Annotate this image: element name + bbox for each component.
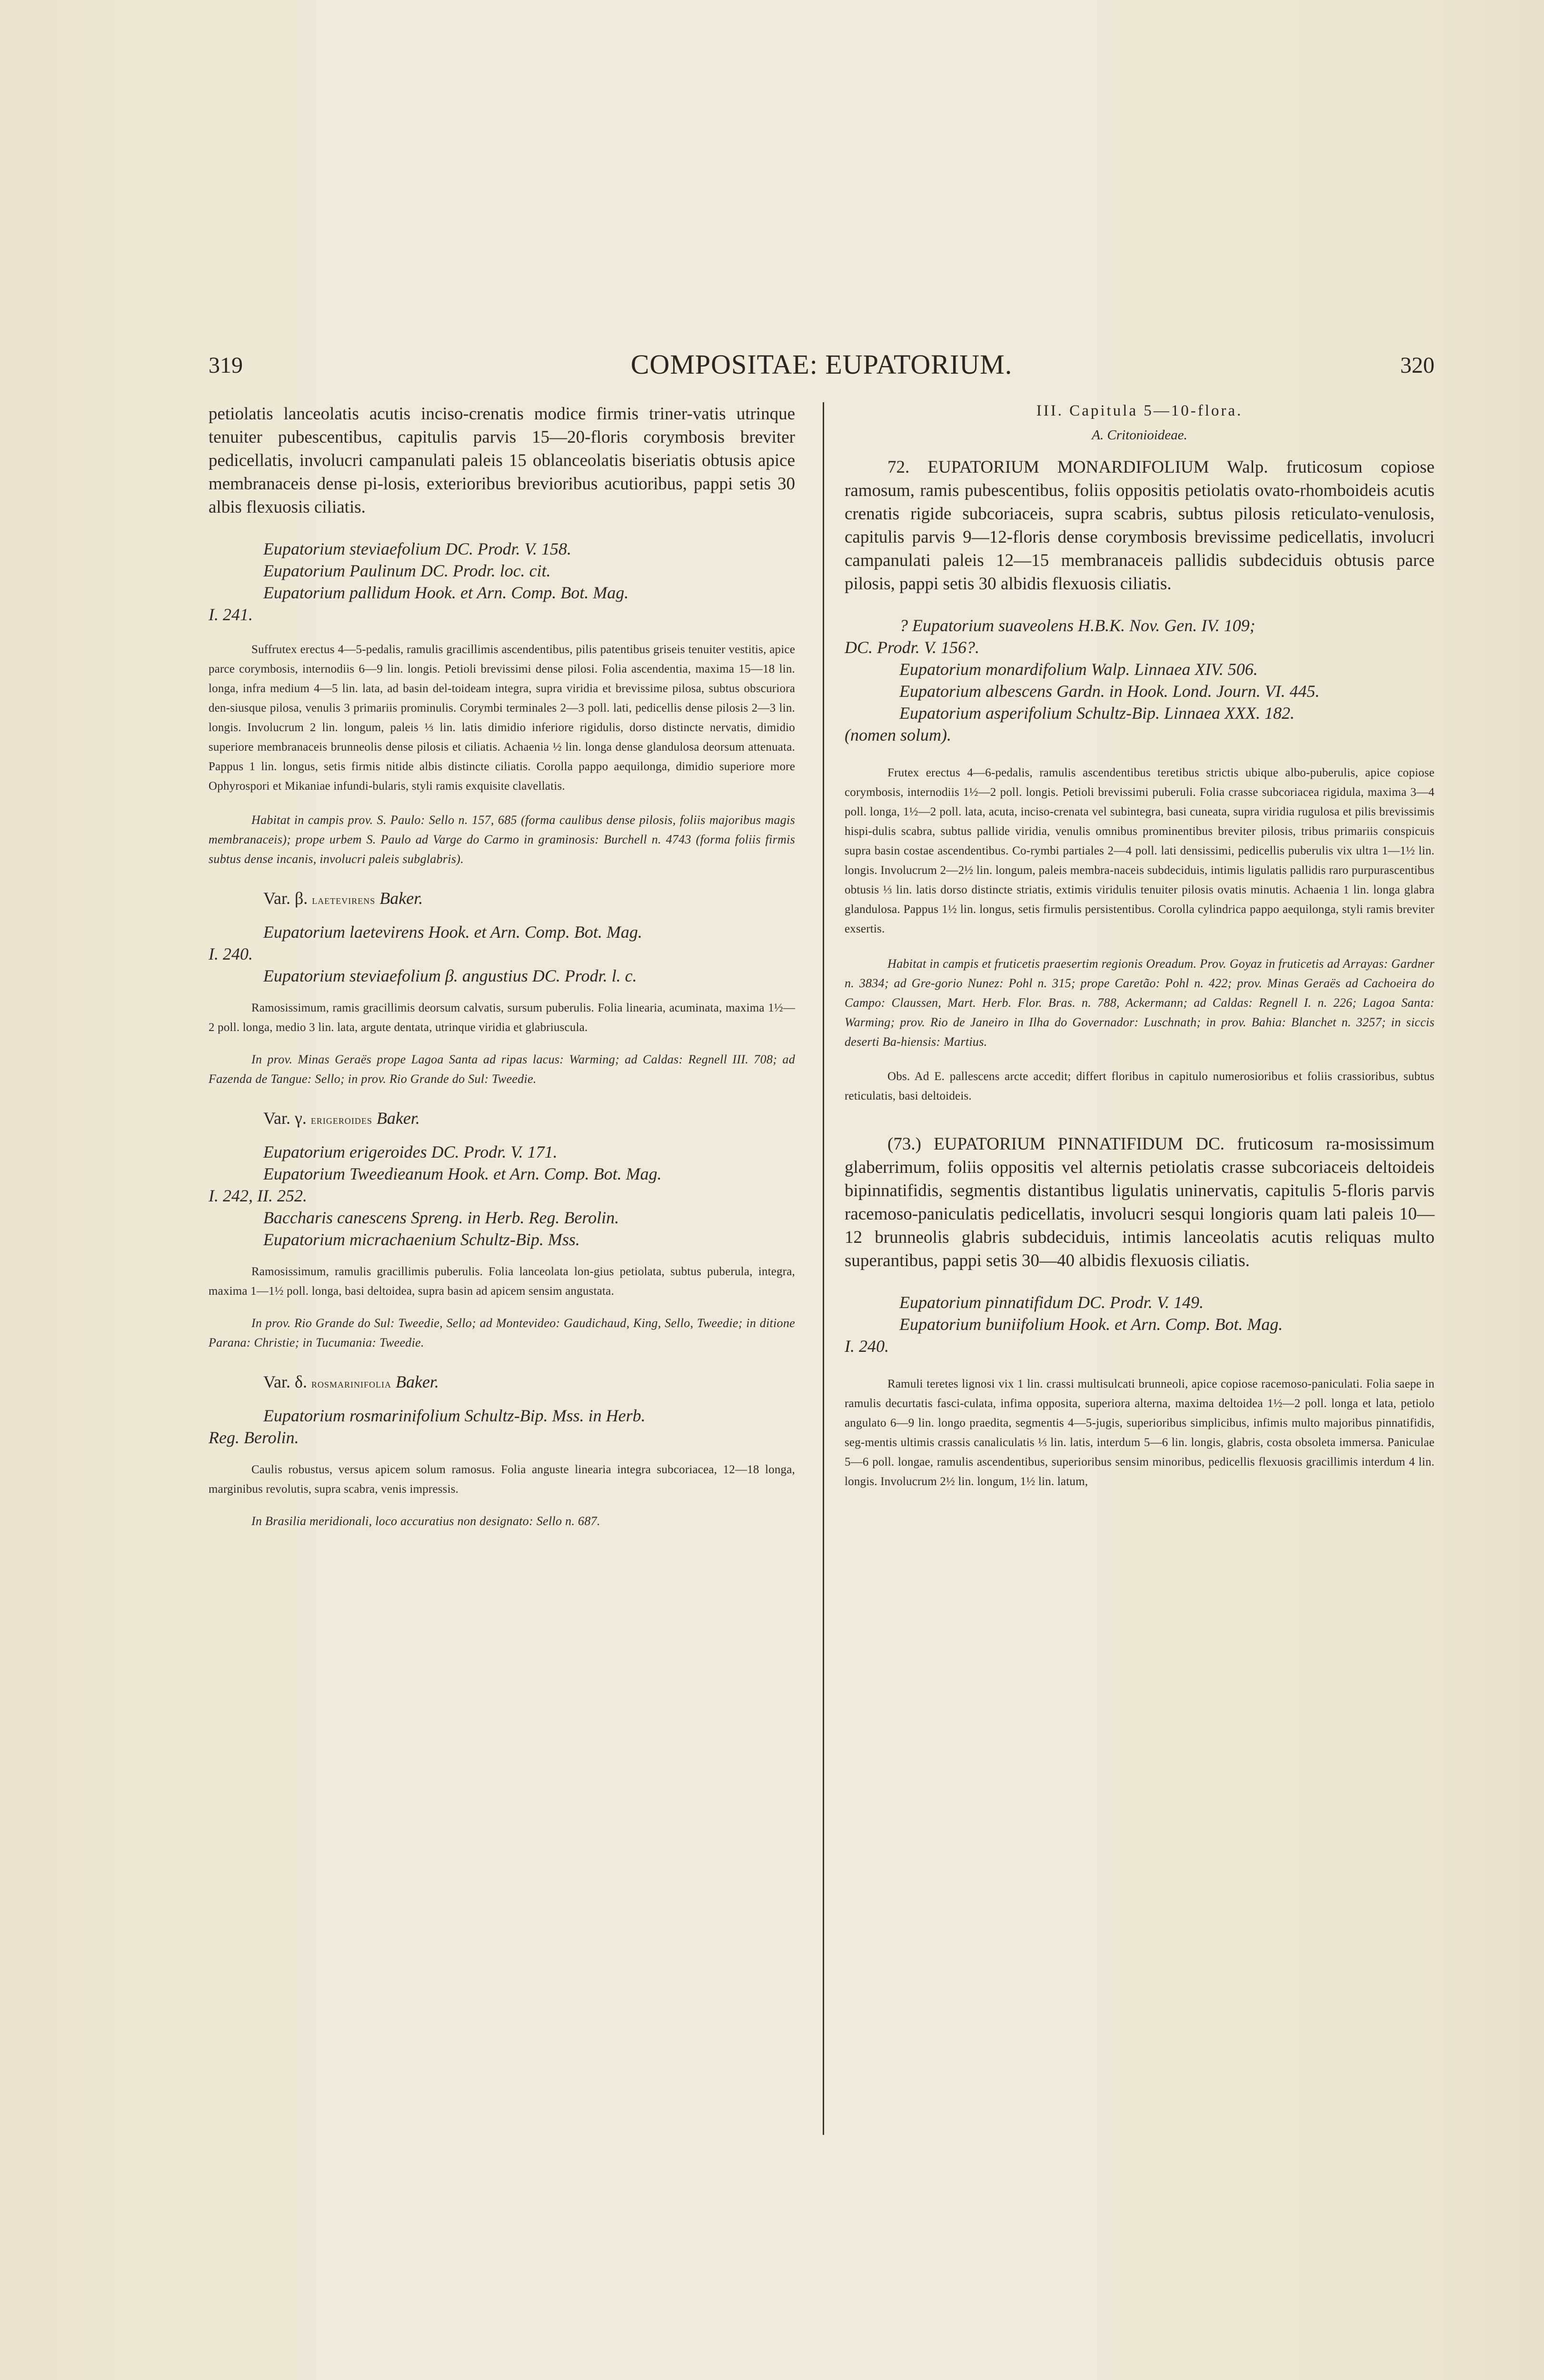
synonym: Baccharis canescens Spreng. in Herb. Reg. Berolin. (263, 1208, 619, 1227)
page-number-right: 320 (1400, 353, 1434, 378)
synonym: Eupatorium monardifolium Walp. Linnaea XIV. 506. (899, 660, 1258, 679)
page-number-left: 319 (209, 353, 243, 378)
synonym-continuation: Reg. Berolin. (209, 1428, 299, 1447)
description-4: Caulis robustus, versus apicem solum ramosus. Folia anguste linearia integra subcoriacea, 12—18 longa, marginibus revolutis, supra scabra, venis impressis. (209, 1463, 795, 1496)
synonyms-4 (209, 1405, 795, 1448)
description-1: Suffrutex erectus 4—5-pedalis, ramulis gracillimis ascendentibus, pilis patentibus griseis tenuiter vestitis, apice parce corymbosis, internodiis 6—9 lin. longis. Petioli brevissimi dense pilosi. Folia ascendentia, maxima 15—18 lin. longa, infra medium 4—5 lin. lata, ad basin del-toideam integra, supra viridia et brevissime pilosa, subtus obscuriora den-siusque pilosa, venulis 3 primariis prominulis. Corymbi terminales 2—3 poll. lati, pedicellis dense pilosis 2—3 lin. longis. Involucrum 2 lin. longum, paleis ⅓ lin. latis dimidio inferiore rigidulis, dorso distincte nervatis, dimidio superiore membranaceis brunneolis dense pilosis et ciliatis. Achaenia ½ lin. longa dense glandulosa deorsum attenuata. Pappus 1 lin. longus, setis firmis nitide albis distincte ciliatis. Corolla pappo aequilonga, dimidio superiore more Ophyrospori et Mikaniae infundi-bularis, styli ramis exquisite clavellatis. (209, 643, 795, 793)
variety-name: laetevirens (312, 893, 376, 907)
synonym: Eupatorium steviaefolium DC. Prodr. V. 158. (263, 539, 571, 558)
variety-author: Baker. (395, 1372, 439, 1391)
synonym: Eupatorium albescens Gardn. in Hook. Lond. Journ. VI. 445. (899, 682, 1320, 701)
synonym: Eupatorium steviaefolium β. angustius DC. Prodr. l. c. (263, 966, 637, 985)
variety-delta-heading (263, 1370, 795, 1395)
right-column (845, 402, 1434, 1491)
synonym: Eupatorium erigeroides DC. Prodr. V. 171. (263, 1142, 558, 1161)
description-5: Frutex erectus 4—6-pedalis, ramulis ascendentibus teretibus strictis ubique albo-puberulis, apice copiose corymbosis, internodiis 1½—2 poll. longis. Petioli brevissimi puberuli. Folia crasse subcoriacea rigidula, maxima 3—4 poll. longa, 1½—2 poll. lata, acuta, inciso-crenata vel subintegra, basi cuneata, supra viridia rugulosa et pilis brevissimis hispi-dulis scabra, subtus pallide viridia, venulis omnibus prominentibus breviter pilosis, tribus primariis conspicuis supra basin costae ascendentibus. Co-rymbi partiales 2—4 poll. lati densissimi, pedicellis puberulis vix ultra 1—1½ lin. longis. Involucrum 2—2½ lin. longum, paleis membra-naceis subdeciduis, intimis ligulatis pallidis raro purpurascentibus obtusis ⅓ lin. latis dorso distincte striatis, extimis viridulis tenuiter pilosis ovatis minutis. Achaenia 1 lin. longa glabra glandulosa. Pappus 1½ lin. longus, setis firmulis persistentibus. Corolla cylindrica pappo aequilonga, styli ramis breviter exsertis. (845, 766, 1434, 935)
variety-label: Var. β. (263, 889, 308, 908)
synonym: Eupatorium pallidum Hook. et Arn. Comp. Bot. Mag. (263, 583, 629, 602)
variety-gamma-heading (263, 1107, 795, 1131)
variety-name: erigeroides (310, 1113, 372, 1127)
variety-name: rosmarinifolia (311, 1377, 391, 1390)
synonyms-6 (845, 1291, 1434, 1357)
habitat-5: Habitat in campis et fruticetis praesertim regionis Oreadum. Prov. Goyaz in fruticetis ad Arrayas: Gardner n. 3834; ad Gre-gorio Nunez: Pohl n. 315; prope Caretão: Pohl n. 422; prov. Minas Geraës ad Cachoeira do Campo: Claussen, Mart. Herb. Flor. Bras. n. 788, Ackermann; ad Caldas: Regnell I. n. 226; Lagoa Santa: Warming; prov. Rio de Janeiro in Ilha do Governador: Luschnath; in prov. Bahia: Blanchet n. 3257; in siccis deserti Ba-hiensis: Martius. (845, 957, 1434, 1049)
synonym-continuation: I. 240. (209, 944, 253, 963)
species-description-continued: petiolatis lanceolatis acutis inciso-crenatis modice firmis triner-vatis utrinque tenuiter pubescentibus, capitulis parvis 15—20-floris corymbosis breviter pedicellatis, involucri campanulati paleis 15 oblanceolatis biseriatis obtusis apice membranaceis dense pi-losis, exterioribus brevioribus acutioribus, pappi setis 30 albis flexuosis ciliatis. (209, 404, 795, 517)
section-title: III. Capitula 5—10-flora. (1036, 402, 1243, 419)
synonym-continuation: (nomen solum). (845, 725, 951, 744)
synonym: Eupatorium laetevirens Hook. et Arn. Comp. Bot. Mag. (263, 922, 642, 942)
synonym-continuation: I. 241. (209, 605, 253, 624)
synonym-continuation: DC. Prodr. V. 156?. (845, 638, 980, 657)
variety-author: Baker. (379, 889, 423, 908)
synonym: Eupatorium Paulinum DC. Prodr. loc. cit. (263, 561, 551, 580)
synonym: Eupatorium asperifolium Schultz-Bip. Linnaea XXX. 182. (899, 704, 1295, 723)
variety-beta-heading (263, 887, 795, 912)
synonym: ? Eupatorium suaveolens H.B.K. Nov. Gen. IV. 109; (899, 616, 1255, 635)
description-3: Ramosissimum, ramulis gracillimis puberulis. Folia lanceolata lon-gius petiolata, subtus puberula, integra, maxima 1—1½ poll. longa, basi deltoidea, supra basin ad apicem sensim angustata. (209, 1265, 795, 1298)
synonyms-2 (209, 921, 795, 987)
running-title: COMPOSITAE: EUPATORIUM. (630, 349, 1013, 380)
description-6: Ramuli teretes lignosi vix 1 lin. crassi multisulcati brunneoli, apice copiose racemoso-paniculati. Folia saepe in ramulis decurtatis fasci-culata, infima opposita, superiora alterna, maxima deltoidea 1½—2 poll. longa et lata, petiolo angulato 6—9 lin. longo praedita, segmentis 4—5-jugis, superioribus simplicibus, infimis multo majoribus pinnatifidis, seg-mentis ultimis crassis canaliculatis ⅓ lin. latis, interdum 5—6 lin. longis, glabris, costa obsoleta immersa. Paniculae 5—6 poll. longae, ramulis ascendentibus, superioribus sensim minoribus, pedicellis flexuosis gracillimis interdum 4 lin. longis. Involucrum 2½ lin. longum, 1½ lin. latum, (845, 1378, 1434, 1488)
synonym-continuation: I. 240. (845, 1337, 889, 1356)
section-subtitle: A. Critonioideae. (1092, 427, 1187, 443)
variety-author: Baker. (376, 1109, 420, 1128)
habitat-4: In Brasilia meridionali, loco accuratius non designato: Sello n. 687. (251, 1514, 600, 1528)
synonym: Eupatorium buniifolium Hook. et Arn. Comp. Bot. Mag. (899, 1315, 1283, 1334)
observation-note: Obs. Ad E. pallescens arcte accedit; differt floribus in capitulo numerosioribus et foliis crassioribus, subtus reticulatis, basi deltoideis. (845, 1070, 1434, 1102)
variety-label: Var. δ. (263, 1372, 307, 1391)
habitat-1: Habitat in campis prov. S. Paulo: Sello n. 157, 685 (forma caulibus dense pilosis, foliis majoribus magis membranaceis); prope urbem S. Paulo ad Varge do Carmo in graminosis: Burchell n. 4743 (forma foliis firmis subtus dense incanis, involucri paleis subglabris). (209, 813, 795, 866)
synonyms-3 (209, 1141, 795, 1250)
synonym: Eupatorium Tweedieanum Hook. et Arn. Comp. Bot. Mag. (263, 1164, 662, 1183)
synonym: Eupatorium rosmarinifolium Schultz-Bip. Mss. in Herb. (263, 1406, 646, 1425)
page-header (209, 348, 1434, 391)
species-73-description: (73.) EUPATORIUM PINNATIFIDUM DC. fruticosum ra-mosissimum glaberrimum, foliis oppositis vel alternis petiolatis crasse subcoriaceis deltoideis bipinnatifidis, segmentis distantibus ligulatis uninervatis, capitulis 5-floris parvis racemoso-paniculatis pedicellatis, involucri sesqui longioris quam lati paleis 10—12 brunneolis glabris subdeciduis, intimis lanceolatis acutis reliquas multo superantibus, pappi setis 30—40 albidis flexuosis ciliatis. (845, 1134, 1434, 1270)
species-72-description: 72. EUPATORIUM MONARDIFOLIUM Walp. fruticosum copiose ramosum, ramis pubescentibus, foliis oppositis petiolatis ovato-rhomboideis acutis crenatis rigide subcoriaceis, supra scabris, subtus pilosis reticulato-venulosis, capitulis parvis 9—12-floris dense corymbosis brevissime pedicellatis, involucri campanulati paleis 12—15 membranaceis pallidis subdeciduis obtusis parce pilosis, pappi setis 30 albidis flexuosis ciliatis. (845, 457, 1434, 594)
habitat-2: In prov. Minas Geraës prope Lagoa Santa ad ripas lacus: Warming; ad Caldas: Regnell III. 708; ad Fazenda de Tangue: Sello; in prov. Rio Grande do Sul: Tweedie. (209, 1052, 795, 1086)
synonym: Eupatorium pinnatifidum DC. Prodr. V. 149. (899, 1293, 1204, 1312)
habitat-3: In prov. Rio Grande do Sul: Tweedie, Sello; ad Montevideo: Gaudichaud, King, Sello, Tweedie; in ditione Parana: Christie; in Tucumania: Tweedie. (209, 1316, 795, 1349)
column-divider (823, 402, 824, 2135)
synonym-continuation: I. 242, II. 252. (209, 1186, 307, 1205)
synonym: Eupatorium micrachaenium Schultz-Bip. Mss. (263, 1230, 580, 1249)
synonyms-5 (845, 615, 1434, 746)
left-column (209, 402, 795, 1531)
description-2: Ramosissimum, ramis gracillimis deorsum calvatis, sursum puberulis. Folia linearia, acuminata, maxima 1½—2 poll. longa, medio 3 lin. lata, argute dentata, utrinque viridia et glabriuscula. (209, 1002, 795, 1034)
variety-label: Var. γ. (263, 1109, 307, 1128)
synonyms-1 (209, 538, 795, 625)
